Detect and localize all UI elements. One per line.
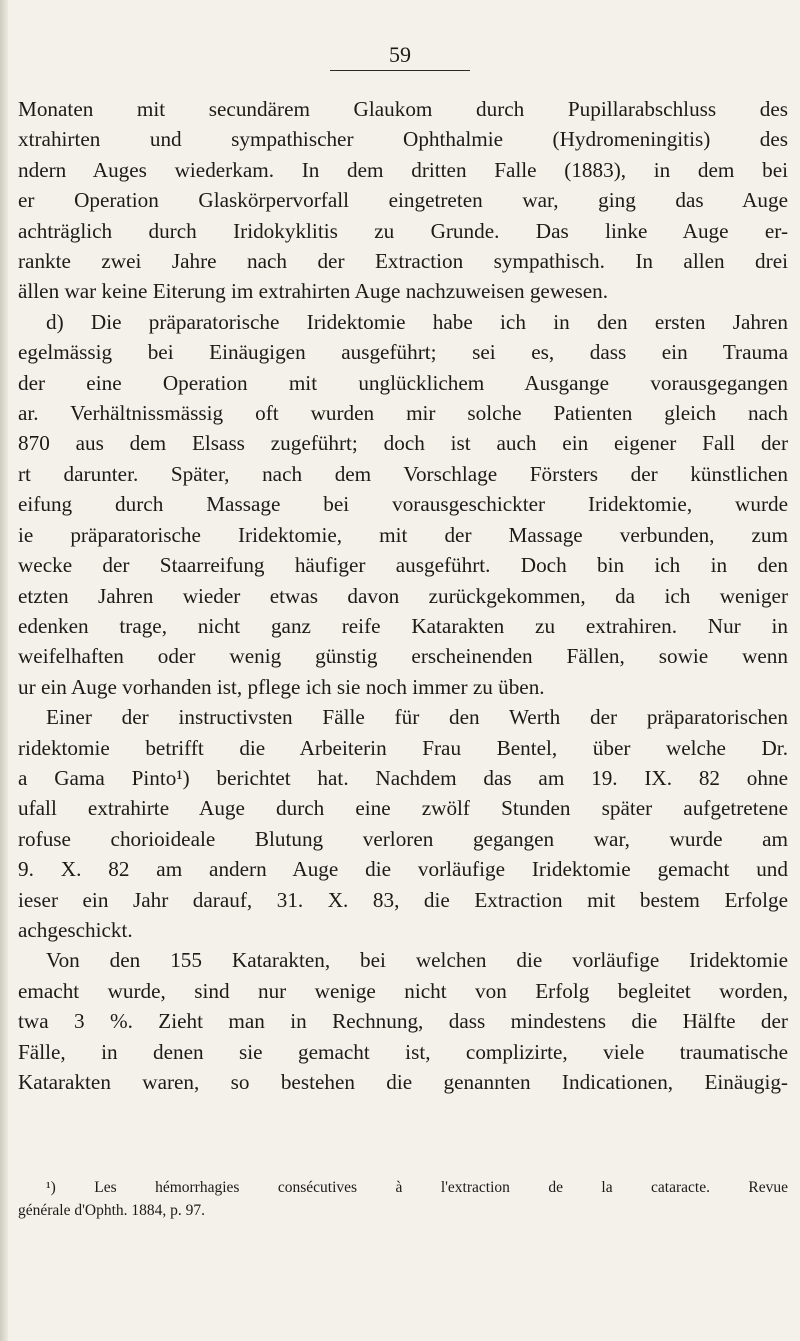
footnote-line: ¹) Les hémorrhagies consécutives à l'extraction de la cataracte. Revue [46, 1179, 788, 1196]
text-line: a Gama Pinto¹) berichtet hat. Nachdem das am 19. IX. 82 ohne [18, 765, 788, 790]
text-line: emacht wurde, sind nur wenige nicht von Erfolg begleitet worden, [18, 978, 788, 1003]
text-line: rofuse chorioideale Blutung verloren gegangen war, wurde am [18, 826, 788, 851]
text-line: ndern Auges wiederkam. In dem dritten Falle (1883), in dem bei [18, 157, 788, 182]
body-text [18, 94, 788, 1097]
text-line: twa 3 %. Zieht man in Rechnung, dass mindestens die Hälfte der [18, 1009, 788, 1034]
text-line: achgeschickt. [18, 917, 133, 942]
text-line: ieser ein Jahr darauf, 31. X. 83, die Extraction mit bestem Erfolge [18, 887, 788, 912]
text-line: Einer der instructivsten Fälle für den Werth der präparatorischen [46, 705, 788, 730]
text-line: Fälle, in denen sie gemacht ist, complizirte, viele traumatische [18, 1039, 788, 1064]
text-line: etzten Jahren wieder etwas davon zurückgekommen, da ich weniger [18, 583, 788, 608]
text-line: eifung durch Massage bei vorausgeschickter Iridektomie, wurde [18, 492, 788, 517]
page-number: 59 [389, 42, 411, 67]
text-line: Monaten mit secundärem Glaukom durch Pupillarabschluss des [18, 97, 788, 121]
text-line: d) Die präparatorische Iridektomie habe ich in den ersten Jahren [46, 309, 788, 334]
text-line: 870 aus dem Elsass zugeführt; doch ist auch ein eigener Fall der [18, 431, 788, 456]
text-line: er Operation Glaskörpervorfall eingetreten war, ging das Auge [18, 188, 788, 213]
text-line: Katarakten waren, so bestehen die genannten Indicationen, Einäugig- [18, 1070, 788, 1094]
text-line: ur ein Auge vorhanden ist, pflege ich sie noch immer zu üben. [18, 674, 545, 699]
text-line: achträglich durch Iridokyklitis zu Grunde. Das linke Auge er- [18, 218, 788, 243]
text-line: ällen war keine Eiterung im extrahirten Auge nachzuweisen gewesen. [18, 279, 609, 304]
footnote-line: générale d'Ophth. 1884, p. 97. [18, 1202, 206, 1219]
text-line: rt darunter. Später, nach dem Vorschlage Försters der künstlichen [18, 461, 788, 486]
page-binding-edge [0, 0, 8, 1341]
text-line: edenken trage, nicht ganz reife Katarakten zu extrahiren. Nur in [18, 613, 788, 638]
text-line: xtrahirten und sympathischer Ophthalmie (Hydromeningitis) des [18, 127, 788, 152]
text-line: der eine Operation mit unglücklichem Ausgange vorausgegangen [18, 370, 788, 395]
text-line: wecke der Staarreifung häufiger ausgeführt. Doch bin ich in den [18, 553, 788, 578]
text-line: ridektomie betrifft die Arbeiterin Frau Bentel, über welche Dr. [18, 735, 788, 760]
text-line: 9. X. 82 am andern Auge die vorläufige Iridektomie gemacht und [18, 857, 788, 882]
text-line: Von den 155 Katarakten, bei welchen die vorläufige Iridektomie [46, 948, 788, 973]
text-line: ie präparatorische Iridektomie, mit der Massage verbunden, zum [18, 522, 788, 547]
text-line: ufall extrahirte Auge durch eine zwölf Stunden später aufgetretene [18, 796, 788, 821]
text-line: ar. Verhältnissmässig oft wurden mir solche Patienten gleich nach [18, 401, 788, 426]
text-line: rankte zwei Jahre nach der Extraction sympathisch. In allen drei [18, 249, 788, 274]
footnotes [18, 1176, 788, 1222]
header-rule [330, 70, 470, 71]
text-line: egelmässig bei Einäugigen ausgeführt; sei es, dass ein Trauma [18, 340, 788, 365]
text-line: weifelhaften oder wenig günstig erscheinenden Fällen, sowie wenn [18, 644, 788, 669]
